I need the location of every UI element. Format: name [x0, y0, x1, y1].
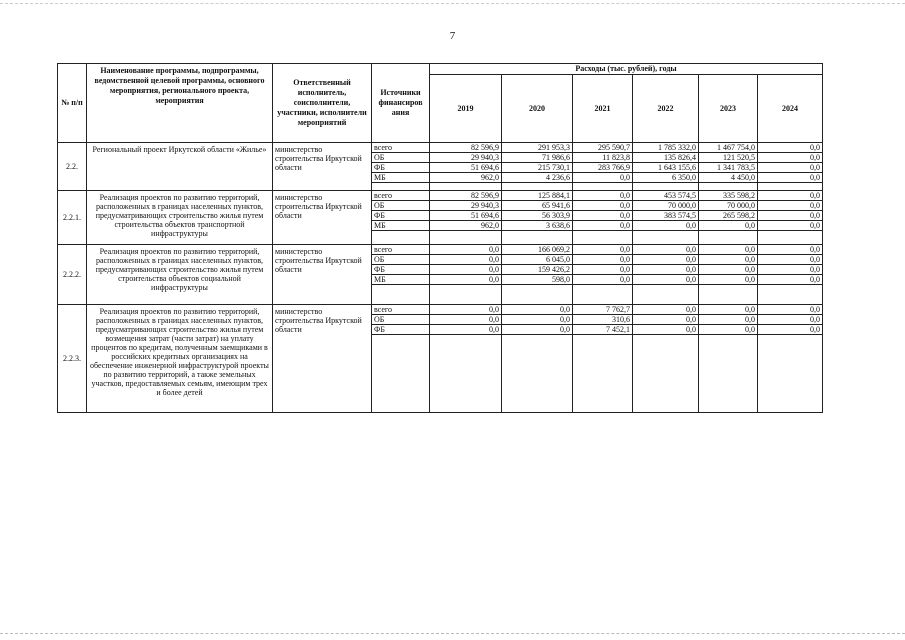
amount-cell: 65 941,6: [502, 201, 573, 211]
empty-cell: [699, 183, 758, 191]
amount-cell: 0,0: [633, 221, 699, 231]
item-responsible: министерство строительства Иркутской области: [273, 245, 372, 305]
amount-cell: 0,0: [502, 305, 573, 315]
amount-cell: 1 643 155,6: [633, 163, 699, 173]
amount-cell: 0,0: [699, 265, 758, 275]
amount-cell: 291 953,3: [502, 143, 573, 153]
amount-cell: 0,0: [633, 265, 699, 275]
item-number: 2.2.2.: [58, 245, 87, 305]
amount-cell: 383 574,5: [633, 211, 699, 221]
amount-cell: 0,0: [699, 305, 758, 315]
amount-cell: 0,0: [758, 315, 823, 325]
empty-cell: [430, 285, 502, 305]
amount-cell: 0,0: [633, 255, 699, 265]
page-number: 7: [449, 30, 456, 42]
item-responsible: министерство строительства Иркутской области: [273, 305, 372, 413]
funding-source: ФБ: [372, 163, 430, 173]
header-year-3: 2022: [633, 75, 699, 143]
header-year-4: 2023: [699, 75, 758, 143]
amount-cell: 962,0: [430, 221, 502, 231]
scan-edge-top: [0, 0, 905, 4]
funding-source: ФБ: [372, 325, 430, 335]
amount-cell: 0,0: [758, 255, 823, 265]
empty-cell: [502, 285, 573, 305]
amount-cell: 0,0: [573, 255, 633, 265]
empty-cell: [633, 231, 699, 245]
amount-cell: 0,0: [502, 325, 573, 335]
amount-cell: 265 598,2: [699, 211, 758, 221]
amount-cell: 7 762,7: [573, 305, 633, 315]
empty-cell: [430, 183, 502, 191]
item-name: Реализация проектов по развитию территорий, расположенных в границах населенных пунктов, предусматривающих строительство жилья путем строительства объектов социальной инфраструктуры: [87, 245, 273, 305]
amount-cell: 0,0: [573, 265, 633, 275]
amount-cell: 0,0: [430, 305, 502, 315]
header-year-1: 2020: [502, 75, 573, 143]
amount-cell: 0,0: [633, 275, 699, 285]
amount-cell: 51 694,6: [430, 163, 502, 173]
funding-source: всего: [372, 143, 430, 153]
amount-cell: 7 452,1: [573, 325, 633, 335]
amount-cell: 0,0: [573, 211, 633, 221]
amount-cell: 0,0: [758, 221, 823, 231]
amount-cell: 1 467 754,0: [699, 143, 758, 153]
amount-cell: 335 598,2: [699, 191, 758, 201]
funding-source: всего: [372, 305, 430, 315]
funding-source: ФБ: [372, 265, 430, 275]
amount-cell: 6 350,0: [633, 173, 699, 183]
amount-cell: 0,0: [573, 221, 633, 231]
amount-cell: 0,0: [758, 245, 823, 255]
amount-cell: 51 694,6: [430, 211, 502, 221]
item-number: 2.2.3.: [58, 305, 87, 413]
empty-cell: [699, 231, 758, 245]
item-name: Реализация проектов по развитию территорий, расположенных в границах населенных пунктов, предусматривающих строительство жилья путем возмещения затрат (части затрат) на уплату процентов по кредитам, полученным заемщиками в российских кредитных организациях на обеспечение инженерной инфраструктурой проекты по развитию территорий, а также земельных участков, предоставляемых семьям, имеющим трех и более детей: [87, 305, 273, 413]
table-row: [58, 305, 823, 315]
empty-cell: [372, 335, 430, 413]
header-year-5: 2024: [758, 75, 823, 143]
table-row: [58, 143, 823, 153]
empty-cell: [633, 285, 699, 305]
empty-cell: [699, 285, 758, 305]
header-year-2: 2021: [573, 75, 633, 143]
amount-cell: 0,0: [633, 305, 699, 315]
amount-cell: 4 236,6: [502, 173, 573, 183]
empty-cell: [699, 335, 758, 413]
funding-source: ОБ: [372, 153, 430, 163]
empty-cell: [372, 285, 430, 305]
amount-cell: 0,0: [430, 275, 502, 285]
amount-cell: 71 986,6: [502, 153, 573, 163]
funding-source: МБ: [372, 173, 430, 183]
amount-cell: 0,0: [573, 275, 633, 285]
amount-cell: 0,0: [430, 265, 502, 275]
empty-cell: [758, 183, 823, 191]
amount-cell: 166 069,2: [502, 245, 573, 255]
amount-cell: 0,0: [758, 201, 823, 211]
table-row: [58, 191, 823, 201]
amount-cell: 0,0: [502, 315, 573, 325]
empty-cell: [502, 335, 573, 413]
header-name: Наименование программы, подпрограммы, ведомственной целевой программы, основного мероприятия, регионального проекта, мероприятия: [87, 64, 273, 143]
item-name: Региональный проект Иркутской области «Жилье»: [87, 143, 273, 191]
amount-cell: 0,0: [633, 315, 699, 325]
amount-cell: 0,0: [430, 315, 502, 325]
amount-cell: 82 596,9: [430, 143, 502, 153]
header-year-0: 2019: [430, 75, 502, 143]
amount-cell: 1 341 783,5: [699, 163, 758, 173]
amount-cell: 0,0: [699, 221, 758, 231]
amount-cell: 29 940,3: [430, 201, 502, 211]
amount-cell: 0,0: [633, 245, 699, 255]
amount-cell: 0,0: [430, 325, 502, 335]
empty-cell: [430, 335, 502, 413]
header-source: Источники финансиров ания: [372, 64, 430, 143]
amount-cell: 0,0: [758, 143, 823, 153]
amount-cell: 29 940,3: [430, 153, 502, 163]
amount-cell: 0,0: [758, 265, 823, 275]
header-responsible: Ответственный исполнитель, соисполнители, участники, исполнители мероприятий: [273, 64, 372, 143]
empty-cell: [430, 231, 502, 245]
item-number: 2.2.: [58, 143, 87, 191]
empty-cell: [573, 231, 633, 245]
amount-cell: 0,0: [758, 325, 823, 335]
amount-cell: 215 730,1: [502, 163, 573, 173]
empty-cell: [758, 335, 823, 413]
amount-cell: 135 826,4: [633, 153, 699, 163]
amount-cell: 283 766,9: [573, 163, 633, 173]
amount-cell: 0,0: [430, 245, 502, 255]
amount-cell: 3 638,6: [502, 221, 573, 231]
amount-cell: 0,0: [573, 173, 633, 183]
empty-cell: [633, 183, 699, 191]
amount-cell: 0,0: [758, 153, 823, 163]
amount-cell: 598,0: [502, 275, 573, 285]
empty-cell: [758, 231, 823, 245]
funding-source: всего: [372, 191, 430, 201]
amount-cell: 56 303,9: [502, 211, 573, 221]
amount-cell: 0,0: [758, 275, 823, 285]
amount-cell: 0,0: [699, 245, 758, 255]
empty-cell: [573, 335, 633, 413]
amount-cell: 82 596,9: [430, 191, 502, 201]
funding-source: всего: [372, 245, 430, 255]
expenditure-table: [57, 63, 823, 413]
amount-cell: 0,0: [699, 255, 758, 265]
empty-cell: [758, 285, 823, 305]
amount-cell: 11 823,8: [573, 153, 633, 163]
amount-cell: 0,0: [430, 255, 502, 265]
funding-source: ОБ: [372, 255, 430, 265]
header-num: № п/п: [58, 64, 87, 143]
amount-cell: 0,0: [758, 163, 823, 173]
amount-cell: 0,0: [573, 245, 633, 255]
funding-source: МБ: [372, 221, 430, 231]
empty-cell: [502, 231, 573, 245]
amount-cell: 0,0: [758, 173, 823, 183]
funding-source: ФБ: [372, 211, 430, 221]
empty-cell: [573, 183, 633, 191]
empty-cell: [573, 285, 633, 305]
item-responsible: министерство строительства Иркутской области: [273, 143, 372, 191]
amount-cell: 0,0: [758, 191, 823, 201]
amount-cell: 6 045,0: [502, 255, 573, 265]
amount-cell: 1 785 332,0: [633, 143, 699, 153]
amount-cell: 4 450,0: [699, 173, 758, 183]
amount-cell: 0,0: [699, 315, 758, 325]
amount-cell: 0,0: [699, 275, 758, 285]
funding-source: ОБ: [372, 315, 430, 325]
amount-cell: 0,0: [699, 325, 758, 335]
amount-cell: 310,6: [573, 315, 633, 325]
item-responsible: министерство строительства Иркутской области: [273, 191, 372, 245]
funding-source: МБ: [372, 275, 430, 285]
amount-cell: 70 000,0: [699, 201, 758, 211]
amount-cell: 159 426,2: [502, 265, 573, 275]
amount-cell: 962,0: [430, 173, 502, 183]
amount-cell: 295 590,7: [573, 143, 633, 153]
amount-cell: 0,0: [758, 211, 823, 221]
item-name: Реализация проектов по развитию территорий, расположенных в границах населенных пунктов, предусматривающих строительство жилья путем строительства объектов транспортной инфраструктуры: [87, 191, 273, 245]
amount-cell: 121 520,5: [699, 153, 758, 163]
amount-cell: 70 000,0: [633, 201, 699, 211]
amount-cell: 453 574,5: [633, 191, 699, 201]
amount-cell: 0,0: [758, 305, 823, 315]
empty-cell: [633, 335, 699, 413]
amount-cell: 0,0: [573, 201, 633, 211]
empty-cell: [372, 183, 430, 191]
table-row: [58, 245, 823, 255]
amount-cell: 0,0: [633, 325, 699, 335]
amount-cell: 0,0: [573, 191, 633, 201]
item-number: 2.2.1.: [58, 191, 87, 245]
amount-cell: 125 884,1: [502, 191, 573, 201]
empty-cell: [502, 183, 573, 191]
scan-edge-bottom: [0, 633, 905, 636]
header-expenses: Расходы (тыс. рублей), годы: [430, 64, 823, 75]
empty-cell: [372, 231, 430, 245]
funding-source: ОБ: [372, 201, 430, 211]
